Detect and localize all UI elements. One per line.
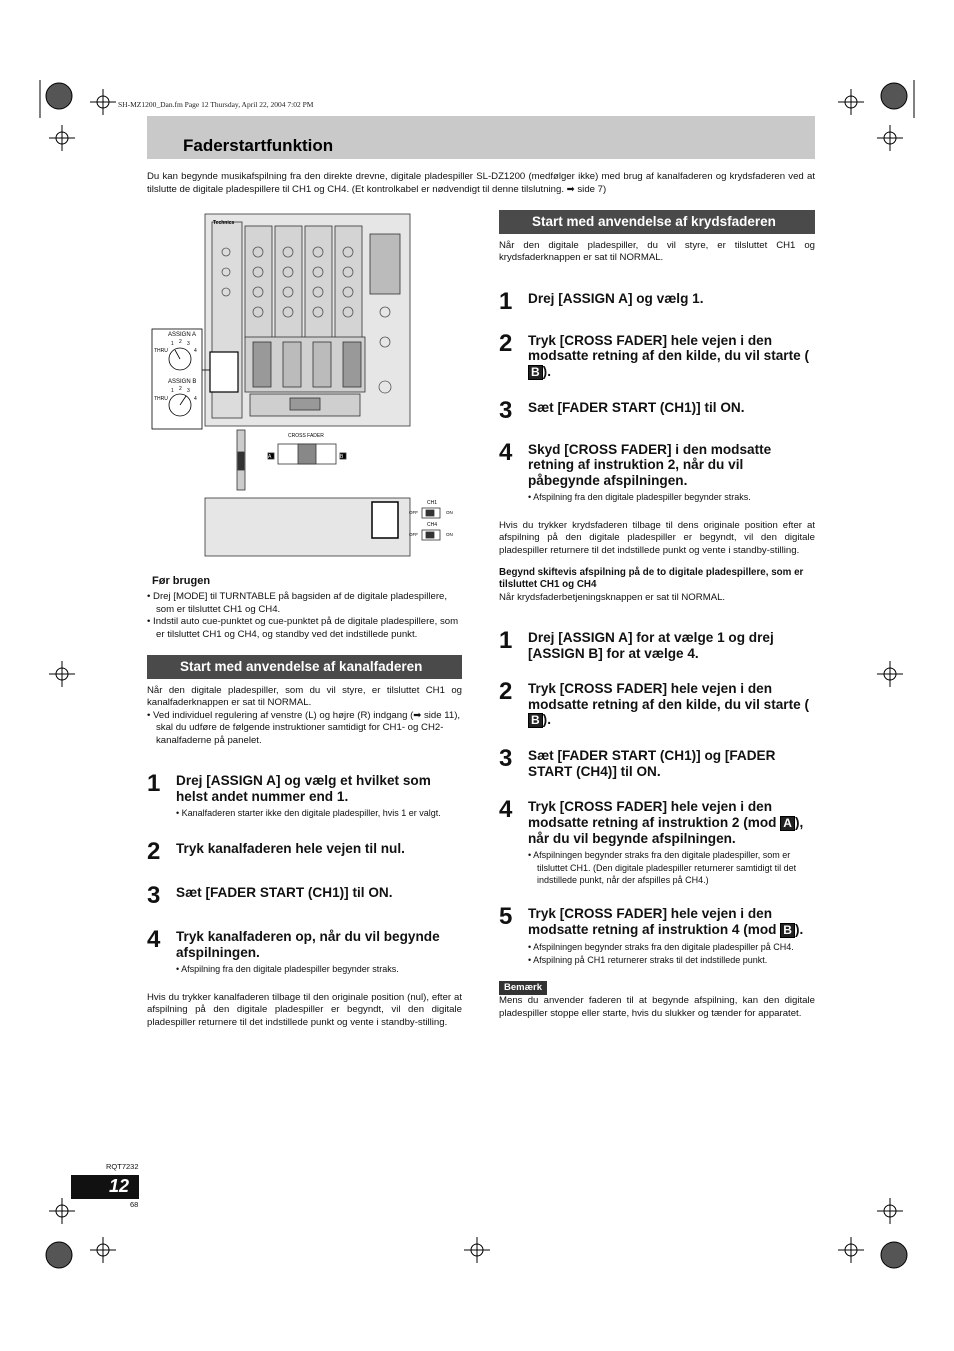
step-note: • Afspilning fra den digitale pladespiller begynder straks.	[176, 964, 399, 975]
step-note-text: Afspilningen begynder straks fra den digitale pladespiller, som er tilsluttet CH1. (Den digitale pladespiller returnerer samtidigt til det indstillede punkt, når der afspilles på CH4.)	[533, 850, 797, 885]
marker-a: A	[268, 454, 272, 460]
assign-b-n2: 2	[179, 386, 182, 392]
step-number: 3	[147, 882, 161, 910]
step-number: 2	[499, 678, 513, 706]
before-use-item: • Indstil auto cue-punktet og cue-punktet på de digitale pladespillere, som er tilsluttet CH1 og CH4, og standby ved det indstillede punkt.	[147, 616, 459, 640]
step-note-text: Afspilning fra den digitale pladespiller begynder straks.	[181, 964, 399, 975]
step-note: • Afspilningen begynder straks fra den digitale pladespiller på CH4.	[528, 941, 794, 952]
cross-step	[499, 329, 815, 380]
file-header: SH-MZ1200_Dan.fm Page 12 Thursday, April 22, 2004 7:02 PM	[118, 100, 314, 109]
step-text	[528, 748, 815, 779]
step-number: 4	[499, 438, 513, 466]
step-text	[528, 681, 815, 728]
step-text	[528, 906, 815, 938]
step-note-text: Afspilning fra den digitale pladespiller begynder straks.	[533, 492, 751, 503]
cross-fader-label: CROSS FADER	[288, 433, 324, 439]
step-note: • Afspilningen begynder straks fra den digitale pladespiller, som er tilsluttet CH1. (Den digitale pladespiller returnerer samtidigt til det indstillede punkt, når der afspilles på CH4.)	[528, 850, 797, 885]
assign-b-n4: 4	[194, 396, 197, 402]
step-text-main: Drej [ASSIGN A] for at vælge 1 og drej [ASSIGN B] for at vælge 4.	[528, 630, 774, 661]
marker-b: B	[340, 454, 344, 460]
step-text: Tryk kanalfaderen op, når du vil begynde afspilningen.	[176, 929, 440, 960]
ch4-on: ON	[446, 532, 453, 537]
step-note-text: Afspilning på CH1 returnerer straks til det indstillede punkt.	[533, 955, 768, 966]
right-column	[499, 210, 815, 1020]
ch1-label: CH1	[427, 500, 438, 506]
step-number: 4	[499, 796, 513, 824]
step-number: 3	[499, 745, 513, 773]
step-text: Tryk kanalfaderen hele vejen til nul.	[176, 841, 405, 857]
step-note-text: Kanalfaderen starter ikke den digitale pladespiller, hvis 1 er valgt.	[181, 808, 441, 819]
step-text-end: ).	[542, 712, 551, 728]
step-text-main: Drej [ASSIGN A] og vælg 1.	[528, 290, 704, 306]
step-text-main: Sæt [FADER START (CH1)] og [FADER START (CH4)] til ON.	[528, 748, 776, 779]
step-text	[528, 291, 703, 313]
cross-step	[499, 396, 815, 424]
step-text	[528, 799, 815, 846]
assign-a-n4: 4	[194, 348, 197, 354]
step-number: 5	[499, 903, 513, 931]
channel-step	[147, 926, 462, 960]
assign-a-n1: 1	[171, 341, 174, 347]
step-text-main: Tryk [CROSS FADER] hele vejen i den modsatte retning af instruktion 4 (mod	[528, 906, 781, 937]
alt-step	[499, 796, 815, 846]
step-text-main: Tryk [CROSS FADER] hele vejen i den modsatte retning af den kilde, du vil starte (	[528, 681, 809, 712]
step-number: 1	[147, 770, 161, 798]
step-note: • Kanalfaderen starter ikke den digitale pladespiller, hvis 1 er valgt.	[176, 808, 441, 819]
intro-text: Du kan begynde musikafspilning fra den direkte drevne, digitale pladespiller SL-DZ1200 (medfølger ikke) med brug af kanalfaderen og krydsfaderen ved at tilslutte de digitale pladespillere til CH1 og CH4. (Et kontrolkabel er nødvendigt til denne tilslutning. ➡ side 7)	[147, 171, 815, 195]
letter-box: B	[780, 923, 795, 938]
alt-heading: Begynd skiftevis afspilning på de to digitale pladespillere, som er tilsluttet CH1 og CH4	[499, 566, 804, 591]
step-text: Sæt [FADER START (CH1)] til ON.	[176, 885, 393, 901]
letter-box: B	[528, 713, 543, 728]
step-number: 2	[499, 329, 513, 357]
step-number: 1	[499, 287, 513, 315]
cross-step	[499, 438, 815, 489]
letter-box: A	[780, 816, 795, 831]
remark-text: Mens du anvender faderen til at begynde afspilning, kan den digitale pladespiller stoppe eller starte, hvis du slukker og tænder for apparatet.	[499, 995, 815, 1019]
step-text	[528, 630, 815, 661]
cross-intro: Når den digitale pladespiller, du vil styre, er tilsluttet CH1 og krydsfaderknappen er sat til NORMAL.	[499, 240, 815, 264]
channel-step	[147, 838, 462, 866]
step-text: Drej [ASSIGN A] og vælg et hvilket som helst andet nummer end 1.	[176, 773, 431, 804]
assign-a-thru: THRU	[154, 348, 168, 354]
before-use-heading: Før brugen	[152, 575, 211, 587]
step-text-main: Tryk [CROSS FADER] hele vejen i den modsatte retning af den kilde, du vil starte (	[528, 332, 809, 364]
step-note: • Afspilning fra den digitale pladespiller begynder straks.	[528, 492, 751, 503]
mixer-diagram	[150, 212, 470, 562]
remark-label: Bemærk	[499, 981, 547, 995]
alt-step	[499, 627, 815, 661]
assign-a-n2: 2	[179, 339, 182, 345]
assign-a-label: ASSIGN A	[168, 332, 197, 338]
step-text	[528, 442, 815, 489]
assign-b-label: ASSIGN B	[168, 379, 197, 385]
before-use-item: • Drej [MODE] til TURNTABLE på bagsiden af de digitale pladespillere, som er tilsluttet CH1 og CH4.	[147, 591, 448, 615]
channel-intro-bullet: • Ved individuel regulering af venstre (L) og højre (R) indgang (➡ side 11), skal du udføre de følgende instruktioner samtidigt for CH1- og CH2-kanalfaderne på panelet.	[147, 709, 461, 746]
assign-b-n1: 1	[171, 388, 174, 394]
step-note-text: Afspilningen begynder straks fra den digitale pladespiller på CH4.	[533, 941, 794, 952]
step-text	[528, 400, 744, 422]
footer-small: 68	[130, 1200, 139, 1209]
before-use-item-text: Indstil auto cue-punktet og cue-punktet på de digitale pladespillere, som er tilsluttet CH1 og CH4, og standby ved det indstillede punkt.	[153, 616, 459, 640]
step-number: 2	[147, 838, 161, 866]
page-number-box	[71, 1175, 139, 1199]
step-text-main: Sæt [FADER START (CH1)] til ON.	[528, 399, 745, 415]
cross-section-heading: Start med anvendelse af krydsfaderen	[499, 210, 815, 234]
alt-step	[499, 903, 815, 938]
title-bar	[147, 116, 815, 159]
before-use-item-text: Drej [MODE] til TURNTABLE på bagsiden af de digitale pladespillere, som er tilsluttet CH1 og CH4.	[153, 591, 448, 615]
step-text-end: ).	[542, 363, 551, 379]
ch1-off: OFF	[409, 510, 418, 515]
cross-after: Hvis du trykker krydsfaderen tilbage til dens originale position efter at afspilning på den digitale pladespiller er begyndt, vil den digitale pladespiller returnere til det indstillede punkt og vente i standby-stilling.	[499, 519, 815, 556]
channel-step	[147, 770, 462, 804]
footer-code: RQT7232	[106, 1162, 139, 1171]
assign-a-n3: 3	[187, 341, 190, 347]
alt-step	[499, 678, 815, 728]
step-note: • Afspilning på CH1 returnerer straks til det indstillede punkt.	[528, 955, 768, 966]
cross-step	[499, 287, 815, 315]
step-number: 3	[499, 396, 513, 424]
assign-b-n3: 3	[187, 388, 190, 394]
ch1-on: ON	[446, 510, 453, 515]
ch4-label: CH4	[427, 522, 438, 528]
left-column	[147, 575, 462, 1029]
page-number: 12	[108, 1176, 129, 1196]
page-title: Faderstartfunktion	[183, 136, 334, 155]
step-text	[528, 333, 815, 380]
step-text-end: ), når du vil begynde afspilningen.	[528, 814, 804, 846]
letter-box: B	[528, 365, 543, 380]
channel-after: Hvis du trykker kanalfaderen tilbage til den originale position (nul), efter at afspilning på den digitale pladespiller er begyndt, vil den digitale pladespiller returnere til det indstillede punkt og vente i standby-stilling.	[147, 991, 462, 1028]
brand-label: Technics	[213, 220, 235, 226]
step-number: 1	[499, 627, 513, 655]
channel-section-heading: Start med anvendelse af kanalfaderen	[147, 655, 462, 679]
alt-sub: Når krydsfaderbetjeningsknappen er sat til NORMAL.	[499, 591, 726, 603]
channel-intro: Når den digitale pladespiller, som du vil styre, er tilsluttet CH1 og kanalfaderknappen er sat til NORMAL.	[147, 685, 462, 709]
channel-step	[147, 882, 462, 910]
assign-b-thru: THRU	[154, 396, 168, 402]
step-number: 4	[147, 926, 161, 954]
alt-step	[499, 745, 815, 779]
ch4-off: OFF	[409, 532, 418, 537]
step-text-main: Skyd [CROSS FADER] i den modsatte retning af instruktion 2, når du vil påbegynde afspilningen.	[528, 441, 772, 488]
channel-intro-bullet-text: Ved individuel regulering af venstre (L) og højre (R) indgang (➡ side 11), skal du udføre de følgende instruktioner samtidigt for CH1- og CH2-kanalfaderne på panelet.	[153, 709, 461, 746]
step-text-end: ).	[794, 921, 804, 937]
step-text-main: Tryk [CROSS FADER] hele vejen i den modsatte retning af instruktion 2 (mod	[528, 799, 781, 830]
